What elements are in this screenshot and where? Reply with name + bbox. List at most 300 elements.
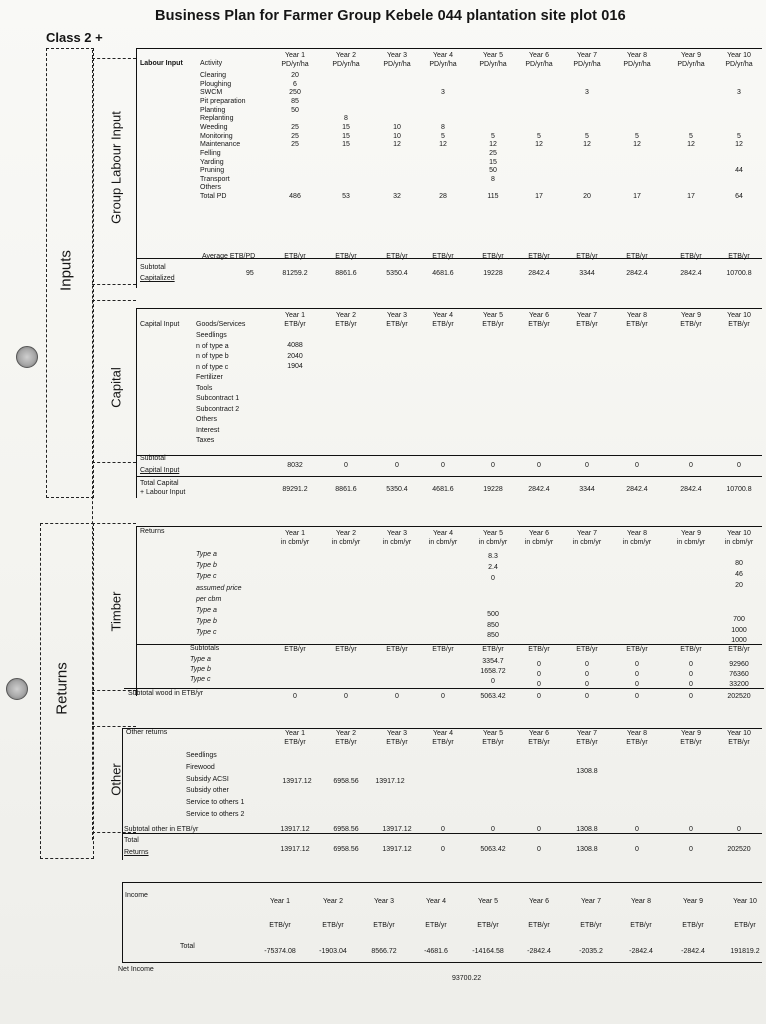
labour-cell: 12 xyxy=(489,141,497,149)
section-group-labour: Group Labour Input xyxy=(108,111,124,224)
timber-y10-volume: 46 xyxy=(735,571,743,579)
net-income-label: Net Income xyxy=(118,966,154,973)
timber-unit-5: in cbm/yr xyxy=(478,539,508,546)
labour-cell: 28 xyxy=(439,193,447,201)
other-item: Subsidy other xyxy=(186,787,229,795)
timber-zero: 0 xyxy=(537,661,541,668)
other-total-cell: 0 xyxy=(689,846,693,853)
other-year-5: Year 5 xyxy=(483,730,503,737)
labour-subtotal-cell: 19228 xyxy=(483,270,503,277)
labour-cell: 5 xyxy=(491,132,495,140)
capital-unit-6: ETB/yr xyxy=(528,321,550,328)
income-unit: ETB/yr xyxy=(322,922,344,929)
income-year: Year 10 xyxy=(733,898,757,905)
other-year-7: Year 7 xyxy=(577,730,597,737)
income-value: 191819.2 xyxy=(730,948,760,955)
other-year-8: Year 8 xyxy=(627,730,647,737)
income-unit: ETB/yr xyxy=(269,922,291,929)
labour-etb-unit: ETB/yr xyxy=(576,253,598,260)
timber-year-9: Year 9 xyxy=(681,530,701,537)
timber-year-3: Year 3 xyxy=(387,530,407,537)
other-subtotal-label: Subtotal other in ETB/yr xyxy=(124,826,199,833)
other-item: Subsidy ACSI xyxy=(186,775,229,783)
other-unit-4: ETB/yr xyxy=(432,739,454,746)
income-value: -14164.58 xyxy=(472,948,504,955)
capital-unit-9: ETB/yr xyxy=(680,321,702,328)
other-head: Other returns xyxy=(126,729,168,736)
other-subtotal-cell: 0 xyxy=(441,826,445,833)
timber-etb-unit: ETB/yr xyxy=(482,646,504,653)
labour-cell: 12 xyxy=(633,141,641,149)
labour-cell: 5 xyxy=(537,132,541,140)
capital-subtotal-label: Subtotal xyxy=(140,455,166,462)
capital-year-2: Year 2 xyxy=(336,312,356,319)
other-year-4: Year 4 xyxy=(433,730,453,737)
timber-zero: 0 xyxy=(585,671,589,678)
timber-zero: 0 xyxy=(635,661,639,668)
labour-subtotal-cell: 2842.4 xyxy=(680,270,702,277)
capital-unit-3: ETB/yr xyxy=(386,321,408,328)
timber-y5-price: 850 xyxy=(487,632,499,639)
timber-etb-unit: ETB/yr xyxy=(680,646,702,653)
labour-cell: 8 xyxy=(344,115,348,123)
labour-unit-4: PD/yr/ha xyxy=(429,61,457,68)
labour-year-7: Year 7 xyxy=(577,52,597,59)
income-unit: ETB/yr xyxy=(580,922,602,929)
timber-year-2: Year 2 xyxy=(336,530,356,537)
other-total-cell: 6958.56 xyxy=(333,846,359,853)
labour-cell: 5 xyxy=(585,132,589,140)
labour-etb-unit: ETB/yr xyxy=(432,253,454,260)
capital-total-label-2: + Labour Input xyxy=(140,489,186,496)
income-unit: ETB/yr xyxy=(630,922,652,929)
income-year: Year 2 xyxy=(323,898,343,905)
labour-subtotal-label: Subtotal xyxy=(140,264,166,271)
labour-etb-unit: ETB/yr xyxy=(386,253,408,260)
labour-subtotal-cell: 4681.6 xyxy=(432,270,454,277)
income-unit: ETB/yr xyxy=(682,922,704,929)
labour-cell: 3 xyxy=(585,89,589,97)
labour-unit-3: PD/yr/ha xyxy=(383,61,411,68)
other-unit-3: ETB/yr xyxy=(386,739,408,746)
other-total-cell: 202520 xyxy=(727,846,751,853)
labour-year-8: Year 8 xyxy=(627,52,647,59)
capital-subtotal-cell: 8032 xyxy=(287,462,303,469)
other-subtotal-cell: 0 xyxy=(537,826,541,833)
other-subtotal-cell: 13917.12 xyxy=(280,826,310,833)
timber-year-5: Year 5 xyxy=(483,530,503,537)
labour-activity: Planting xyxy=(200,106,226,114)
labour-cell: 10 xyxy=(393,132,401,140)
labour-year-9: Year 9 xyxy=(681,52,701,59)
other-year-6: Year 6 xyxy=(529,730,549,737)
labour-cell: 17 xyxy=(633,193,641,201)
other-subtotal-cell: 0 xyxy=(737,826,741,833)
labour-subtotal-cell: 10700.8 xyxy=(726,270,752,277)
other-unit-10: ETB/yr xyxy=(728,739,750,746)
section-inputs: Inputs xyxy=(57,250,75,291)
income-value: -1903.04 xyxy=(319,948,347,955)
income-year: Year 9 xyxy=(683,898,703,905)
other-subtotal-cell: 6958.56 xyxy=(333,826,359,833)
timber-row-label: Type b xyxy=(196,618,217,626)
labour-avg-value: 95 xyxy=(246,270,254,277)
timber-wood-cell: 0 xyxy=(635,693,639,700)
labour-etb-unit: ETB/yr xyxy=(728,253,750,260)
capital-total-cell: 3344 xyxy=(579,486,595,493)
labour-year-2: Year 2 xyxy=(336,52,356,59)
section-capital: Capital xyxy=(108,367,124,408)
labour-activity-head: Activity xyxy=(200,60,223,67)
capital-total-cell: 8861.6 xyxy=(335,486,357,493)
labour-unit-2: PD/yr/ha xyxy=(332,61,360,68)
capital-item: n of type a xyxy=(196,342,229,350)
capital-year-10: Year 10 xyxy=(727,312,751,319)
timber-year-8: Year 8 xyxy=(627,530,647,537)
labour-activity: Replanting xyxy=(200,115,234,123)
capital-total-cell: 89291.2 xyxy=(282,486,308,493)
timber-year-10: Year 10 xyxy=(727,530,751,537)
capital-total-cell: 10700.8 xyxy=(726,486,752,493)
timber-unit-7: in cbm/yr xyxy=(572,539,602,546)
timber-y5-volume: 2.4 xyxy=(488,564,498,572)
capital-item: Taxes xyxy=(196,437,215,444)
other-year-10: Year 10 xyxy=(727,730,751,737)
timber-y5-volume: 8.3 xyxy=(488,553,498,560)
other-unit-7: ETB/yr xyxy=(576,739,598,746)
labour-cell: 25 xyxy=(291,123,299,131)
other-total-cell: 1308.8 xyxy=(576,846,598,853)
capital-item: n of type b xyxy=(196,353,229,360)
other-subsidy-value: 13917.12 xyxy=(282,778,312,785)
capital-year-1: Year 1 xyxy=(285,312,305,319)
other-total-cell: 13917.12 xyxy=(280,846,310,853)
labour-cell: 25 xyxy=(489,149,497,157)
capital-type-value: 4088 xyxy=(287,342,303,349)
labour-cell: 250 xyxy=(289,89,301,97)
labour-cell: 17 xyxy=(687,193,695,201)
capital-head: Capital Input xyxy=(140,321,180,328)
timber-subtotal-type: Type a xyxy=(190,656,211,663)
other-total-label-2: Returns xyxy=(124,849,149,856)
labour-year-3: Year 3 xyxy=(387,52,407,59)
labour-activity: Others xyxy=(200,184,222,192)
timber-row-label: Type c xyxy=(196,573,217,581)
timber-y10-price: 700 xyxy=(733,616,745,623)
timber-subtotal-type: Type c xyxy=(190,676,211,683)
labour-subtotal-cell: 81259.2 xyxy=(282,270,308,277)
labour-cell: 12 xyxy=(583,141,591,149)
timber-y5-price: 850 xyxy=(487,621,499,629)
timber-y10-volume: 20 xyxy=(735,582,743,590)
timber-unit-4: in cbm/yr xyxy=(428,539,458,546)
timber-zero: 0 xyxy=(689,681,693,688)
income-year: Year 8 xyxy=(631,898,651,905)
capital-subtotal-cell: 0 xyxy=(344,462,348,469)
labour-activity: Pit preparation xyxy=(200,97,246,105)
capital-item: Seedlings xyxy=(196,332,227,339)
section-timber: Timber xyxy=(108,591,124,632)
labour-activity: Transport xyxy=(200,175,230,183)
other-subsidy-value: 13917.12 xyxy=(375,778,405,785)
labour-cell: 25 xyxy=(291,132,299,140)
labour-cell: 8 xyxy=(441,123,445,131)
labour-year-10: Year 10 xyxy=(727,52,751,59)
other-unit-2: ETB/yr xyxy=(335,739,357,746)
timber-row-label: Type c xyxy=(196,629,217,637)
labour-cell: 12 xyxy=(735,141,743,149)
timber-year-1: Year 1 xyxy=(285,530,305,537)
capital-unit-4: ETB/yr xyxy=(432,321,454,328)
timber-etb-unit: ETB/yr xyxy=(528,646,550,653)
income-value: -2842.4 xyxy=(681,948,705,955)
timber-wood-cell: 0 xyxy=(293,693,297,700)
labour-activity: Monitoring xyxy=(200,132,233,140)
income-value: 8566.72 xyxy=(371,948,397,955)
capital-unit-10: ETB/yr xyxy=(728,321,750,328)
capital-item: Subcontract 2 xyxy=(196,405,240,413)
capital-item: Tools xyxy=(196,384,213,392)
timber-zero: 0 xyxy=(689,661,693,668)
capital-total-cell: 19228 xyxy=(483,486,503,493)
other-unit-1: ETB/yr xyxy=(284,739,306,746)
timber-row-label: Type a xyxy=(196,551,217,558)
capital-unit-1: ETB/yr xyxy=(284,321,306,328)
other-item: Service to others 2 xyxy=(186,811,245,818)
timber-y10-subtotal: 76360 xyxy=(729,671,749,678)
timber-zero: 0 xyxy=(537,681,541,688)
labour-capitalized-label: Capitalized xyxy=(140,275,175,282)
capital-type-value: 1904 xyxy=(287,363,303,370)
labour-activity: Clearing xyxy=(200,72,227,79)
timber-wood-cell: 0 xyxy=(585,693,589,700)
capital-unit-2: ETB/yr xyxy=(335,321,357,328)
timber-etb-unit: ETB/yr xyxy=(386,646,408,653)
labour-cell: 8 xyxy=(491,175,495,183)
capital-total-cell: 4681.6 xyxy=(432,486,454,493)
labour-cell: 5 xyxy=(689,132,693,140)
income-unit: ETB/yr xyxy=(373,922,395,929)
income-year: Year 1 xyxy=(270,898,290,905)
income-unit: ETB/yr xyxy=(425,922,447,929)
labour-cell: 10 xyxy=(393,123,401,131)
capital-year-3: Year 3 xyxy=(387,312,407,319)
labour-activity: SWCM xyxy=(200,89,223,97)
capital-unit-7: ETB/yr xyxy=(576,321,598,328)
capital-subtotal-cell: 0 xyxy=(491,462,495,469)
labour-cell: 15 xyxy=(342,141,350,149)
labour-cell: 25 xyxy=(291,141,299,149)
labour-etb-unit: ETB/yr xyxy=(528,253,550,260)
timber-unit-1: in cbm/yr xyxy=(280,539,310,546)
timber-y10-price: 1000 xyxy=(731,626,747,634)
income-unit: ETB/yr xyxy=(528,922,550,929)
labour-cell: 50 xyxy=(489,167,497,175)
capital-total-cell: 5350.4 xyxy=(386,486,408,493)
income-head: Income xyxy=(125,892,148,899)
income-total-label: Total xyxy=(180,943,195,950)
timber-y5-subtotal: 0 xyxy=(491,678,495,685)
labour-etb-unit: ETB/yr xyxy=(284,253,306,260)
capital-subtotal-cell: 0 xyxy=(689,462,693,469)
other-subtotal-cell: 1308.8 xyxy=(576,826,598,833)
timber-zero: 0 xyxy=(635,671,639,678)
labour-cell: 20 xyxy=(291,72,299,79)
labour-activity: Total PD xyxy=(200,193,227,201)
punch-hole-top xyxy=(16,346,38,368)
other-year-3: Year 3 xyxy=(387,730,407,737)
labour-cell: 6 xyxy=(293,80,297,88)
labour-subtotal-cell: 2842.4 xyxy=(626,270,648,277)
timber-etb-unit: ETB/yr xyxy=(626,646,648,653)
labour-cell: 32 xyxy=(393,193,401,201)
income-year: Year 5 xyxy=(478,898,498,905)
timber-etb-unit: ETB/yr xyxy=(728,646,750,653)
labour-cell: 17 xyxy=(535,193,543,201)
capital-year-9: Year 9 xyxy=(681,312,701,319)
other-total-cell: 0 xyxy=(441,846,445,853)
income-value: -2842.4 xyxy=(629,948,653,955)
timber-wood-cell: 5063.42 xyxy=(480,693,506,700)
timber-y10-subtotal: 33200 xyxy=(729,681,749,688)
labour-activity: Ploughing xyxy=(200,80,232,88)
timber-y10-price: 1000 xyxy=(731,637,747,644)
section-other: Other xyxy=(108,763,124,796)
labour-activity: Weeding xyxy=(200,123,228,131)
other-year-2: Year 2 xyxy=(336,730,356,737)
capital-unit-8: ETB/yr xyxy=(626,321,648,328)
capital-item: Fertilizer xyxy=(196,374,223,381)
capital-year-6: Year 6 xyxy=(529,312,549,319)
section-returns: Returns xyxy=(53,662,71,715)
capital-subtotal-cell: 0 xyxy=(737,462,741,469)
labour-year-5: Year 5 xyxy=(483,52,503,59)
labour-year-1: Year 1 xyxy=(285,52,305,59)
labour-cell: 85 xyxy=(291,97,299,105)
timber-unit-3: in cbm/yr xyxy=(382,539,412,546)
other-total-label-1: Total xyxy=(124,837,139,844)
timber-zero: 0 xyxy=(537,671,541,678)
timber-year-7: Year 7 xyxy=(577,530,597,537)
labour-cell: 20 xyxy=(583,193,591,201)
labour-unit-9: PD/yr/ha xyxy=(677,61,705,68)
income-year: Year 6 xyxy=(529,898,549,905)
capital-type-value: 2040 xyxy=(287,352,303,360)
labour-cell: 3 xyxy=(441,89,445,97)
labour-year-4: Year 4 xyxy=(433,52,453,59)
labour-unit-6: PD/yr/ha xyxy=(525,61,553,68)
labour-head: Labour Input xyxy=(140,60,183,67)
capital-col-head: Goods/Services xyxy=(196,321,246,328)
net-income-value: 93700.22 xyxy=(452,975,482,982)
other-total-cell: 13917.12 xyxy=(382,846,412,853)
labour-etb-unit: ETB/yr xyxy=(482,253,504,260)
income-year: Year 4 xyxy=(426,898,446,905)
income-value: -2842.4 xyxy=(527,948,551,955)
labour-cell: 486 xyxy=(289,193,301,201)
other-unit-5: ETB/yr xyxy=(482,739,504,746)
capital-subtotal-cell: 0 xyxy=(537,462,541,469)
other-subtotal-cell: 13917.12 xyxy=(382,826,412,833)
timber-row-label: per cbm xyxy=(196,595,222,603)
timber-row-label: Type a xyxy=(196,607,217,614)
capital-total-cell: 2842.4 xyxy=(528,486,550,493)
timber-wood-cell: 0 xyxy=(537,693,541,700)
capital-item: Subcontract 1 xyxy=(196,395,240,402)
timber-subtotal-type: Type b xyxy=(190,666,211,673)
income-value: -75374.08 xyxy=(264,948,296,955)
timber-wood-cell: 0 xyxy=(441,693,445,700)
other-year-9: Year 9 xyxy=(681,730,701,737)
other-total-cell: 0 xyxy=(537,846,541,853)
labour-etb-unit: ETB/yr xyxy=(335,253,357,260)
other-subtotal-cell: 0 xyxy=(491,826,495,833)
labour-cell: 50 xyxy=(291,106,299,114)
other-item: Service to others 1 xyxy=(186,799,245,807)
timber-subtotals-label: Subtotals xyxy=(190,645,220,652)
timber-unit-9: in cbm/yr xyxy=(676,539,706,546)
labour-cell: 53 xyxy=(342,193,350,201)
timber-etb-unit: ETB/yr xyxy=(432,646,454,653)
capital-subtotal-cell: 0 xyxy=(585,462,589,469)
timber-wood-label: Subtotal wood in ETB/yr xyxy=(128,690,204,697)
capital-year-7: Year 7 xyxy=(577,312,597,319)
other-subtotal-cell: 0 xyxy=(689,826,693,833)
timber-zero: 0 xyxy=(585,661,589,668)
labour-subtotal-cell: 5350.4 xyxy=(386,270,408,277)
timber-unit-10: in cbm/yr xyxy=(724,539,754,546)
labour-activity: Maintenance xyxy=(200,141,241,149)
capital-subtotal-cell: 0 xyxy=(395,462,399,469)
timber-wood-cell: 202520 xyxy=(727,693,751,700)
labour-cell: 5 xyxy=(441,132,445,140)
page-title: Business Plan for Farmer Group Kebele 044 plantation site plot 016 xyxy=(155,8,626,24)
labour-cell: 15 xyxy=(489,158,497,166)
timber-zero: 0 xyxy=(635,681,639,688)
labour-cell: 15 xyxy=(342,123,350,131)
timber-y10-volume: 80 xyxy=(735,560,743,567)
timber-wood-cell: 0 xyxy=(395,693,399,700)
capital-item: Others xyxy=(196,416,218,423)
timber-row-label: assumed price xyxy=(196,584,242,592)
timber-etb-unit: ETB/yr xyxy=(576,646,598,653)
timber-wood-cell: 0 xyxy=(689,693,693,700)
other-subsidy-value: 6958.56 xyxy=(333,778,359,785)
labour-subtotal-cell: 3344 xyxy=(579,270,595,277)
other-item: Seedlings xyxy=(186,752,217,759)
capital-item: Interest xyxy=(196,426,220,434)
labour-cell: 12 xyxy=(535,141,543,149)
timber-etb-unit: ETB/yr xyxy=(284,646,306,653)
timber-zero: 0 xyxy=(585,681,589,688)
labour-subtotal-cell: 8861.6 xyxy=(335,270,357,277)
income-unit: ETB/yr xyxy=(734,922,756,929)
timber-wood-cell: 0 xyxy=(344,693,348,700)
timber-unit-2: in cbm/yr xyxy=(331,539,361,546)
capital-year-5: Year 5 xyxy=(483,312,503,319)
other-firewood-y7: 1308.8 xyxy=(576,768,598,775)
timber-year-6: Year 6 xyxy=(529,530,549,537)
labour-cell: 3 xyxy=(737,89,741,97)
income-year: Year 7 xyxy=(581,898,601,905)
timber-y5-price: 500 xyxy=(487,611,499,618)
labour-unit-7: PD/yr/ha xyxy=(573,61,601,68)
capital-total-cell: 2842.4 xyxy=(680,486,702,493)
other-item: Firewood xyxy=(186,763,215,771)
timber-y5-volume: 0 xyxy=(491,575,495,583)
capital-unit-5: ETB/yr xyxy=(482,321,504,328)
capital-total-label-1: Total Capital xyxy=(140,480,179,487)
